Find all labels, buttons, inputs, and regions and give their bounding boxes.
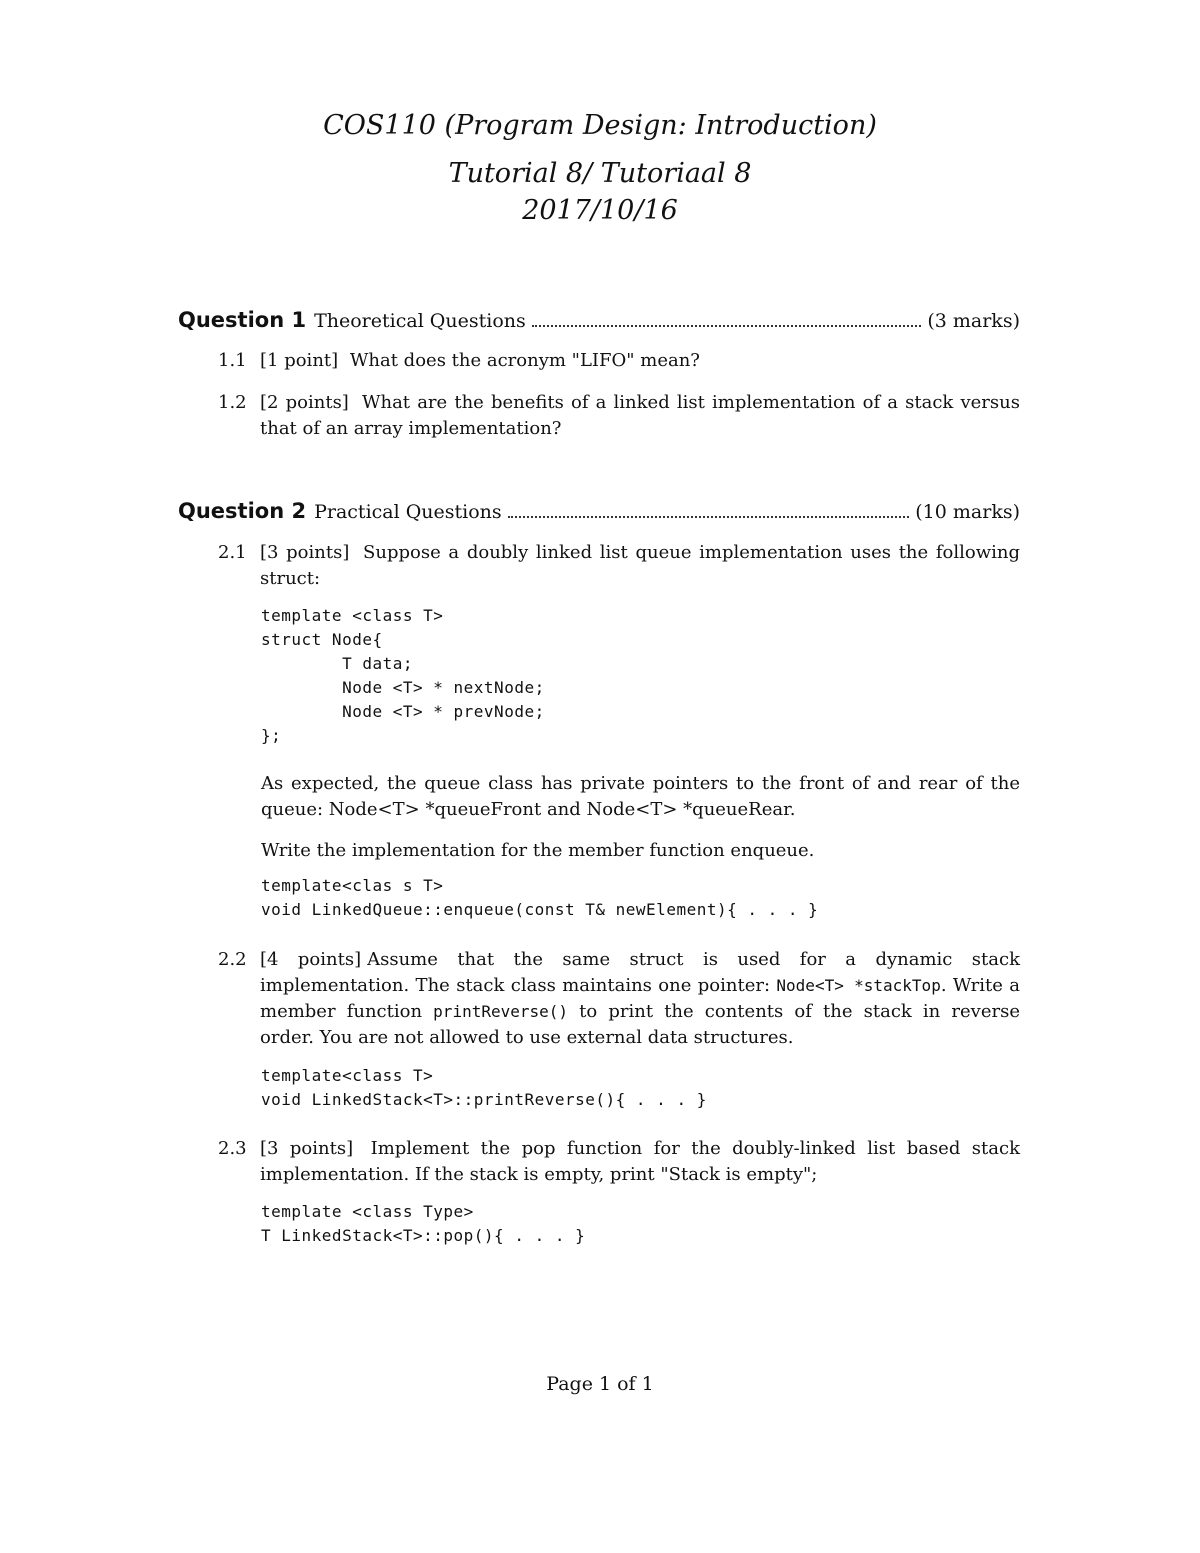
item-text: . Write a member function <box>260 975 1020 1022</box>
item-number: 2.1 <box>218 542 247 563</box>
question-2-label: Question 2 <box>178 499 307 523</box>
print-reverse-code-block: template<class T> void LinkedStack<T>::printReverse(){ . . . } <box>261 1066 707 1109</box>
question-1-topic: Theoretical Questions <box>314 310 526 332</box>
question-item <box>218 540 1020 592</box>
item-points: [4 points] <box>260 949 362 970</box>
course-title: COS110 (Program Design: Introduction) <box>323 110 877 141</box>
struct-code-block: template <class T> struct Node{ T data; Node <T> * nextNode; Node <T> * prevNode; }; <box>261 606 545 745</box>
question-2-marks: (10 marks) <box>915 501 1020 523</box>
item-text: What does the acronym "LIFO" mean? <box>349 350 700 371</box>
inline-code: printReverse() <box>433 1002 569 1021</box>
item-points: [3 points] <box>260 1138 354 1159</box>
question-1-heading <box>178 308 1020 332</box>
question-1-marks: (3 marks) <box>927 310 1020 332</box>
item-number: 2.3 <box>218 1138 247 1159</box>
item-points: [1 point] <box>260 350 339 371</box>
question-item <box>218 390 1020 442</box>
dot-leader <box>508 516 910 518</box>
question-item <box>218 947 1020 1051</box>
question-1-label: Question 1 <box>178 308 307 332</box>
enqueue-code-block: template<clas s T> void LinkedQueue::enqueue(const T& newElement){ . . . } <box>261 876 819 919</box>
page-number: Page 1 of 1 <box>546 1373 654 1395</box>
item-paragraph: Write the implementation for the member function enqueue. <box>261 840 815 861</box>
item-text: Implement the pop function for the doubly-linked list based stack implementation. If the stack is empty, print "Stack is empty"; <box>260 1138 1020 1185</box>
question-2-heading <box>178 499 1020 523</box>
item-number: 1.2 <box>218 392 247 413</box>
item-points: [3 points] <box>260 542 350 563</box>
item-text: to print the contents of the stack in reverse order. You are not allowed to use external data structures. <box>260 1001 1020 1048</box>
question-item <box>218 1136 1020 1188</box>
item-text: Suppose a doubly linked list queue implementation uses the following struct: <box>260 542 1020 589</box>
dot-leader <box>532 325 922 327</box>
item-paragraph: As expected, the queue class has private pointers to the front of and rear of the queue: Node<T> *queueFront and Node<T> *queueRear. <box>261 773 1020 820</box>
item-points: [2 points] <box>260 392 349 413</box>
item-text: What are the benefits of a linked list implementation of a stack versus that of an array implementation? <box>260 392 1020 439</box>
item-text: Assume that the same struct is used for a dynamic stack implementation. The stack class maintains one pointer: <box>260 949 1020 996</box>
tutorial-date: 2017/10/16 <box>522 195 678 226</box>
inline-code: Node<T> *stackTop <box>776 976 941 995</box>
pop-code-block: template <class Type> T LinkedStack<T>::pop(){ . . . } <box>261 1202 586 1245</box>
question-item <box>218 348 1020 374</box>
item-number: 1.1 <box>218 350 247 371</box>
question-2-topic: Practical Questions <box>314 501 502 523</box>
tutorial-title: Tutorial 8/ Tutoriaal 8 <box>448 158 752 189</box>
item-number: 2.2 <box>218 949 247 970</box>
